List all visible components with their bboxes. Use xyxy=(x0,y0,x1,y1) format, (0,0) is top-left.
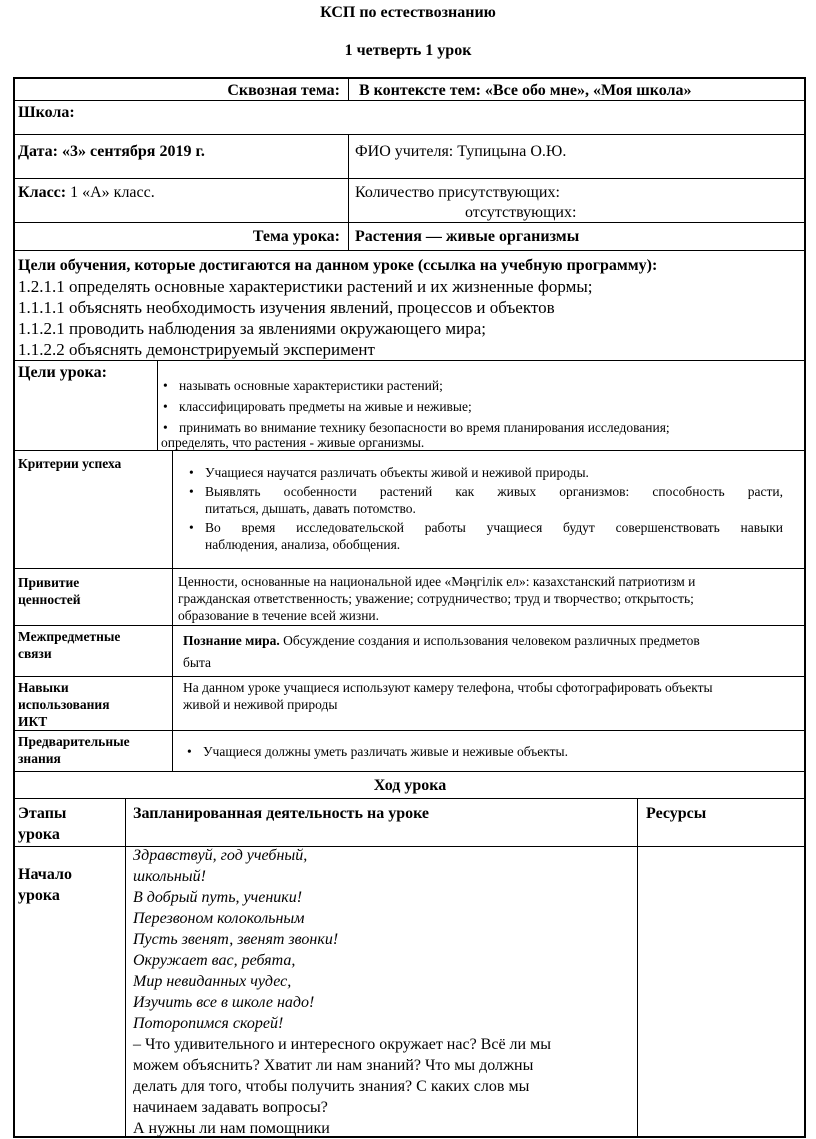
class-value: 1 «А» класс. xyxy=(66,184,155,201)
poem-line: Пусть звенят, звенят звонки! xyxy=(133,931,339,948)
bullet-icon: • xyxy=(163,399,168,414)
document-subtitle: 1 четверть 1 урок xyxy=(344,42,472,59)
stage-line: урока xyxy=(18,887,60,904)
lesson-goals-tail: определять, что растения - живые организмы. xyxy=(161,435,425,450)
cross-subject-text xyxy=(180,630,703,674)
lesson-goals-list xyxy=(163,377,776,436)
ict-text xyxy=(180,679,716,713)
lesson-goal-item: классифицировать предметы на живые и неживые; xyxy=(179,399,472,414)
poem-line: Окружает вас, ребята, xyxy=(133,952,296,969)
bullet-icon: • xyxy=(163,378,168,393)
absent-count: отсутствующих: xyxy=(465,204,577,221)
col-stage-line: урока xyxy=(18,826,60,843)
poem-line: Изучить все в школе надо! xyxy=(133,994,315,1011)
prose-line: начинаем задавать вопросы? xyxy=(133,1099,328,1116)
prose-line: – Что удивительного и интересного окружает нас? Всё ли мы xyxy=(133,1036,551,1053)
class-info xyxy=(15,182,158,203)
ict-label xyxy=(15,679,113,730)
cross-subject-label-line: Межпредметные xyxy=(18,629,121,644)
poem-line: В добрый путь, ученики! xyxy=(133,889,303,906)
values-text-line: образование в течение всей жизни. xyxy=(178,608,380,623)
col-resources-header: Ресурсы xyxy=(646,805,707,822)
poem-line: Поторопимся скорей! xyxy=(133,1015,284,1032)
prose xyxy=(133,1034,632,1139)
learning-goal-item: 1.1.1.1 объяснять необходимость изучения явлений, процессов и объектов xyxy=(18,298,555,317)
success-criteria-label: Критерии успеха xyxy=(18,456,122,471)
learning-goal-item: 1.1.2.2 объяснять демонстрируемый эксперимент xyxy=(18,340,375,359)
values-label-line: Привитие xyxy=(18,575,80,590)
bullet-icon: • xyxy=(189,484,194,499)
cross-theme-label: Сквозная тема: xyxy=(227,82,340,99)
lesson-goal-item: называть основные характеристики растений; xyxy=(179,378,443,393)
col-stage-header xyxy=(15,803,69,845)
prior-label-line: Предварительные xyxy=(18,734,130,749)
values-label xyxy=(15,574,83,608)
date-label: Дата: «3» сентября 2019 г. xyxy=(18,143,205,160)
learning-goal-item: 1.2.1.1 определять основные характеристики растений и их жизненные формы; xyxy=(18,277,593,296)
learning-goals-list xyxy=(15,276,596,360)
stage-start xyxy=(15,864,75,906)
prior-text: Учащиеся должны уметь различать живые и неживые объекты. xyxy=(203,744,569,759)
success-criterion: Учащиеся научатся различать объекты живой и неживой природы. xyxy=(205,465,589,480)
values-text xyxy=(175,573,698,624)
school-label: Школа: xyxy=(18,104,75,121)
lesson-goals-label: Цели урока: xyxy=(18,364,107,381)
cross-subject-label-line: связи xyxy=(18,646,52,661)
document-title: КСП по естествознанию xyxy=(320,4,496,21)
cross-subject-line: Обсуждение создания и использования человеком различных предметов xyxy=(279,633,700,648)
poem-line: школьный! xyxy=(133,868,206,885)
success-criterion-cont: наблюдения, анализа, обобщения. xyxy=(205,537,401,552)
class-label: Класс: xyxy=(18,184,67,201)
poem xyxy=(133,845,632,1034)
prior-item xyxy=(187,743,571,760)
cross-subject-line: быта xyxy=(183,655,211,670)
ict-label-line: использования xyxy=(18,697,110,712)
prose-line: А нужны ли нам помощники xyxy=(133,1120,330,1137)
activity-content xyxy=(130,845,635,1139)
course-heading: Ход урока xyxy=(373,777,447,794)
success-criterion: Выявлять особенности растений как живых организмов: способность расти, xyxy=(205,484,783,499)
prose-line: можем объяснить? Хватит ли нам знаний? Что мы должны xyxy=(133,1057,534,1074)
ict-text-line: живой и неживой природы xyxy=(183,697,338,712)
success-criterion: Во время исследовательской работы учащиеся будут совершенствовать навыки xyxy=(205,520,783,535)
success-criterion-cont: питаться, дышать, давать потомство. xyxy=(205,501,416,516)
teacher-name: ФИО учителя: Тупицына О.Ю. xyxy=(355,143,567,160)
ict-label-line: Навыки xyxy=(18,680,69,695)
bullet-icon: • xyxy=(189,520,194,535)
lesson-goal-item: принимать во внимание технику безопасности во время планирования исследования; xyxy=(179,420,670,435)
prior-label xyxy=(15,733,133,767)
values-label-line: ценностей xyxy=(18,592,81,607)
prose-line: делать для того, чтобы получить знания? С каких слов мы xyxy=(133,1078,530,1095)
ict-label-line: ИКТ xyxy=(18,714,48,729)
cross-theme-value: В контексте тем: «Все обо мне», «Моя школа» xyxy=(359,82,692,99)
bullet-icon: • xyxy=(163,420,168,435)
col-stage-line: Этапы xyxy=(18,805,67,822)
col-activity-header: Запланированная деятельность на уроке xyxy=(133,805,430,822)
success-criteria-list xyxy=(189,464,786,553)
poem-line: Перезвоном колокольным xyxy=(133,910,305,927)
learning-goal-item: 1.1.2.1 проводить наблюдения за явлениями окружающего мира; xyxy=(18,319,486,338)
learning-goals-heading: Цели обучения, которые достигаются на данном уроке (ссылка на учебную программу): xyxy=(18,257,658,274)
values-text-line: гражданская ответственность; уважение; сотрудничество; труд и творчество; открытость; xyxy=(178,591,694,606)
poem-line: Мир невиданных чудес, xyxy=(133,973,292,990)
stage-line: Начало xyxy=(18,866,72,883)
lesson-topic-label: Тема урока: xyxy=(252,228,340,245)
prior-label-line: знания xyxy=(18,751,61,766)
bullet-icon: • xyxy=(187,744,192,759)
cross-subject-label xyxy=(15,628,123,662)
ict-text-line: На данном уроке учащиеся используют камеру телефона, чтобы сфотографировать объекты xyxy=(183,680,713,695)
values-text-line: Ценности, основанные на национальной идее «Мәңгілік ел»: казахстанский патриотизм и xyxy=(178,574,696,589)
poem-line: Здравствуй, год учебный, xyxy=(133,847,308,864)
bullet-icon: • xyxy=(189,465,194,480)
lesson-topic-value: Растения — живые организмы xyxy=(355,228,580,245)
present-count: Количество присутствующих: xyxy=(355,184,560,201)
cross-subject-bold: Познание мира. xyxy=(183,633,280,648)
